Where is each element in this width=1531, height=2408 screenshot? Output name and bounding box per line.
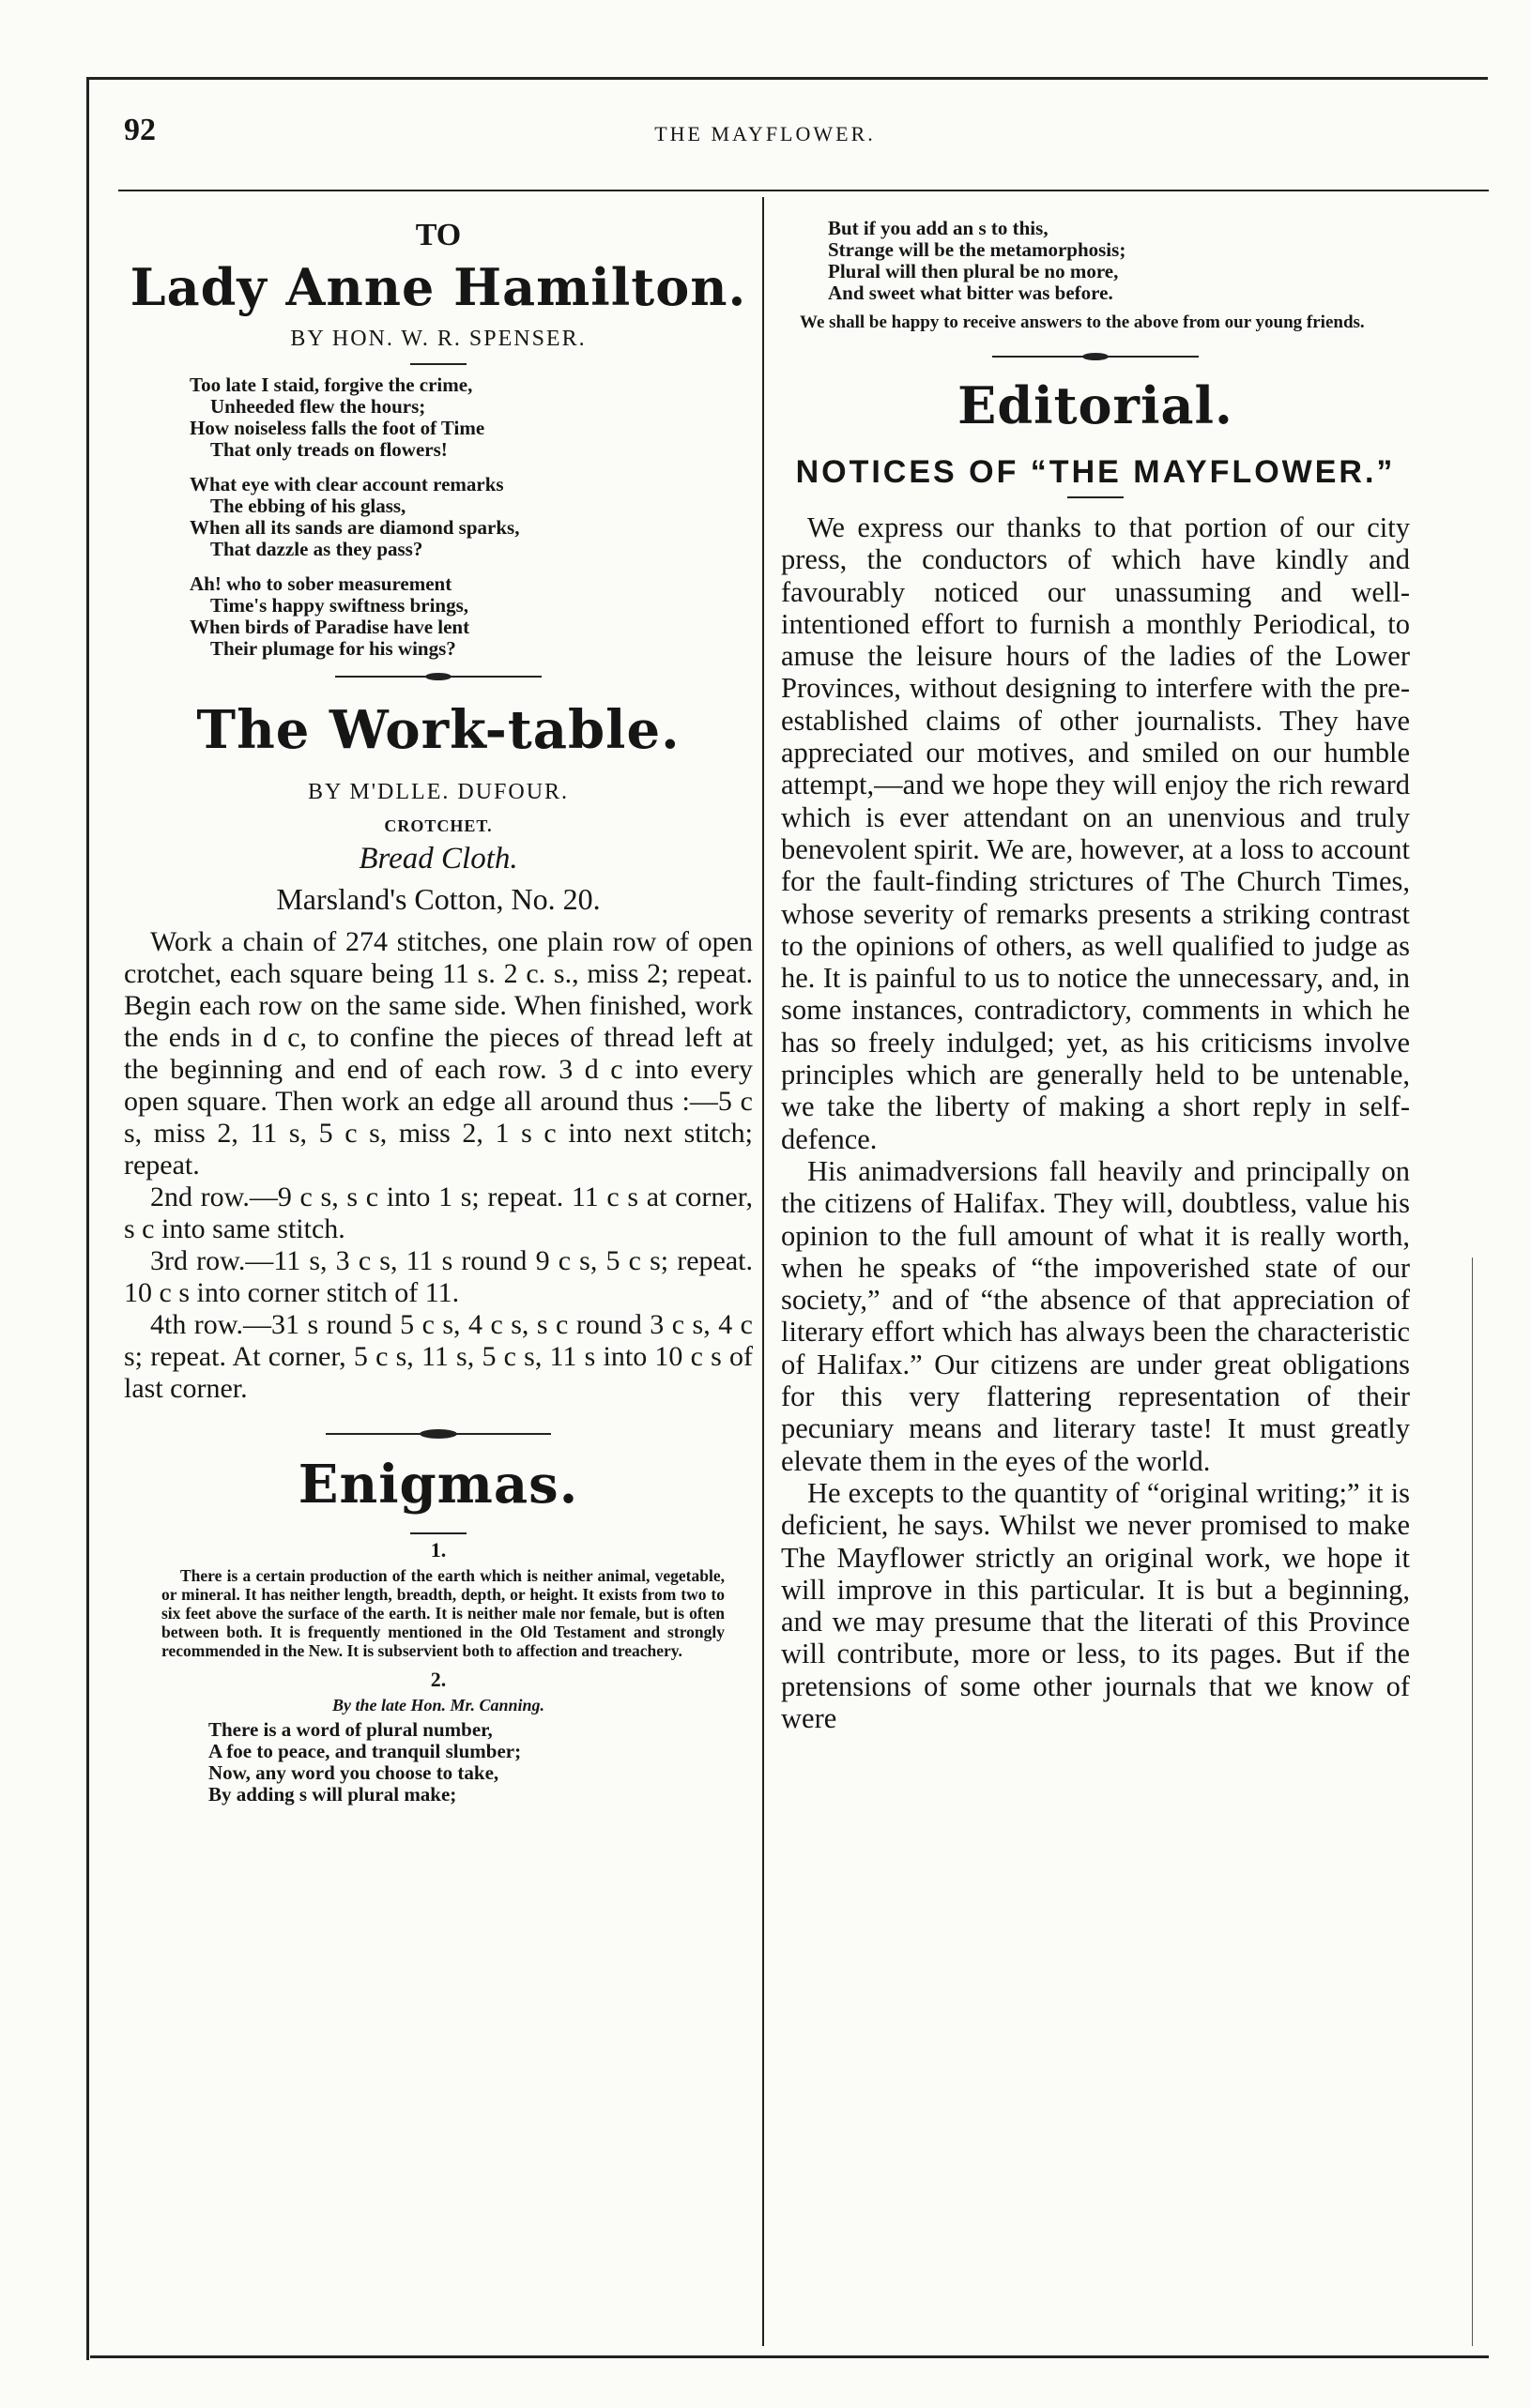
decorative-rule [326, 1427, 551, 1440]
paragraph: 2nd row.—9 c s, s c into 1 s; repeat. 11 c s at corner, s c into same stitch. [124, 1181, 753, 1244]
editorial-title: Editorial. [957, 375, 1233, 435]
poem-title: Lady Anne Hamilton. [130, 257, 747, 317]
enigma-number: 1. [430, 1538, 447, 1562]
poem-line: Time's happy swiftness brings, [210, 594, 469, 617]
enigma-note: We shall be happy to receive answers to the above from our young friends. [800, 312, 1365, 332]
poem-line: The ebbing of his glass, [210, 495, 406, 517]
worktable-section [124, 699, 753, 1405]
verse-line: By adding s will plural make; [208, 1783, 457, 1806]
paragraph: Work a chain of 274 stitches, one plain row of open crotchet, each square being 11 s. 2 c. s., miss 2; repeat. Begin each row on the same side. When finished, work the ends in d c, to confine the pieces of thread left at the beginning and end of each row. 3 d c into every open square. Then work an edge all around thus :—5 c s, miss 2, 11 s, 5 c s, miss 2, 1 s c into next stitch; repeat. [124, 926, 753, 1181]
poem-line: That dazzle as they pass? [210, 538, 423, 560]
paragraph: 3rd row.—11 s, 3 c s, 11 s round 9 c s, 5 c s; repeat. 10 c s into corner stitch of 11. [124, 1245, 753, 1308]
enigma-text: There is a certain production of the earth which is neither animal, vegetable, or mineral. It has neither length, breadth, depth, or height. It exists from two to six feet above the surface of the earth. It is neither male nor female, but is often between both. It is frequently mentioned in the Old Testament and strongly recommended in the New. It is subservient both to affection and treachery. [161, 1566, 725, 1660]
page-number: 92 [124, 113, 156, 147]
poem-body [190, 374, 753, 660]
worktable-byline: BY M'DLLE. DUFOUR. [307, 780, 570, 804]
verse-line: Strange will be the metamorphosis; [828, 238, 1126, 261]
poem-line: Too late I staid, forgive the crime, [190, 373, 473, 396]
paragraph: We express our thanks to that portion of our city press, the conductors of which have kindly and favourably noticed our unassuming and well-intentioned effort to furnish a monthly Periodical, to amuse the leisure hours of the ladies of the Lower Provinces, without designing to interfere with the pre-established claims of other journalists. They have appreciated our motives, and smiled on our humble attempt,—and we hope they will enjoy the rich reward which is ever attendant on an unenvious and truly benevolent spirit. We are, however, at a loss to account for the fault-finding strictures of The Church Times, whose severity of remarks presents a striking contrast to the opinions of others, as well qualified to judge as he. It is painful to us to notice the unnecessary, and, in some instances, contradictory, comments in which he has so freely indulged; yet, as his criticisms involve principles which are generally held to be untenable, we take the liberty of making a short reply in self-defence. [781, 511, 1410, 1155]
short-rule [410, 1532, 467, 1534]
enigma-verse [208, 1719, 753, 1806]
enigma-byline: By the late Hon. Mr. Canning. [331, 1696, 545, 1715]
verse-line: And sweet what bitter was before. [828, 282, 1113, 304]
worktable-instructions [124, 926, 753, 1405]
paragraph: 4th row.—31 s round 5 c s, 4 c s, s c round 3 c s, 4 c s; repeat. At corner, 5 c s, 11 s, 5 c s, 11 s into 10 c s of last corner. [124, 1309, 753, 1404]
margin-rule [1472, 1257, 1473, 2346]
enigma-continued [828, 218, 1410, 304]
worktable-material: Marsland's Cotton, No. 20. [276, 882, 601, 916]
verse-line: But if you add an s to this, [828, 217, 1049, 239]
poem-to: TO [415, 218, 462, 252]
poem-line: When all its sands are diamond sparks, [190, 516, 520, 539]
worktable-category: CROTCHET. [384, 816, 493, 835]
poem-line: What eye with clear account remarks [190, 473, 504, 495]
column-rule [762, 197, 764, 2346]
right-column [781, 218, 1410, 1734]
paragraph: His animadversions fall heavily and principally on the citizens of Halifax. They will, doubtless, value his opinion to the full amount of what it is really worth, when he speaks of “the impoverished state of our society,” and of “the absence of that appreciation of literary effort which has always been the characteristic of Halifax.” Our citizens are under great obligations for this very flattering representation of their pecuniary means and literary taste! It must greatly elevate them in the eyes of the world. [781, 1154, 1410, 1477]
poem-line: That only treads on flowers! [210, 438, 448, 461]
verse-line: There is a word of plural number, [208, 1718, 493, 1741]
header-rule [118, 190, 1489, 191]
poem-line: Ah! who to sober measurement [190, 572, 452, 595]
bottom-rule [90, 2355, 1489, 2358]
worktable-title: The Work-table. [196, 699, 681, 761]
enigma-number: 2. [430, 1668, 447, 1691]
decorative-rule [335, 671, 542, 682]
decorative-rule [992, 351, 1199, 362]
poem-section [124, 218, 753, 660]
verse-line: Now, any word you choose to take, [208, 1761, 499, 1784]
short-rule [410, 363, 467, 365]
poem-line: Unheeded flew the hours; [210, 395, 426, 418]
running-title: THE MAYFLOWER. [654, 122, 876, 145]
poem-line: Their plumage for his wings? [210, 637, 456, 660]
poem-byline: BY HON. W. R. SPENSER. [290, 327, 587, 351]
poem-line: How noiseless falls the foot of Time [190, 417, 485, 439]
enigmas-section [124, 1454, 753, 1806]
left-column [124, 218, 753, 1806]
poem-line: When birds of Paradise have lent [190, 616, 470, 638]
notices-heading: NOTICES OF “THE MAYFLOWER.” [795, 454, 1396, 490]
paragraph: He excepts to the quantity of “original writing;” it is deficient, he says. Whilst we never promised to make The Mayflower strictly an original work, we hope it will improve in this particular. It is but a beginning, and we may presume that the literati of this Province will contribute, more or less, to its pages. But if the pretensions of some other journals that we know of were [781, 1476, 1410, 1734]
verse-line: A foe to peace, and tranquil slumber; [208, 1740, 522, 1762]
verse-line: Plural will then plural be no more, [828, 260, 1119, 282]
worktable-subtitle: Bread Cloth. [359, 842, 518, 876]
short-rule [1067, 496, 1124, 498]
enigmas-title: Enigmas. [298, 1454, 579, 1516]
editorial-body [781, 511, 1410, 1734]
